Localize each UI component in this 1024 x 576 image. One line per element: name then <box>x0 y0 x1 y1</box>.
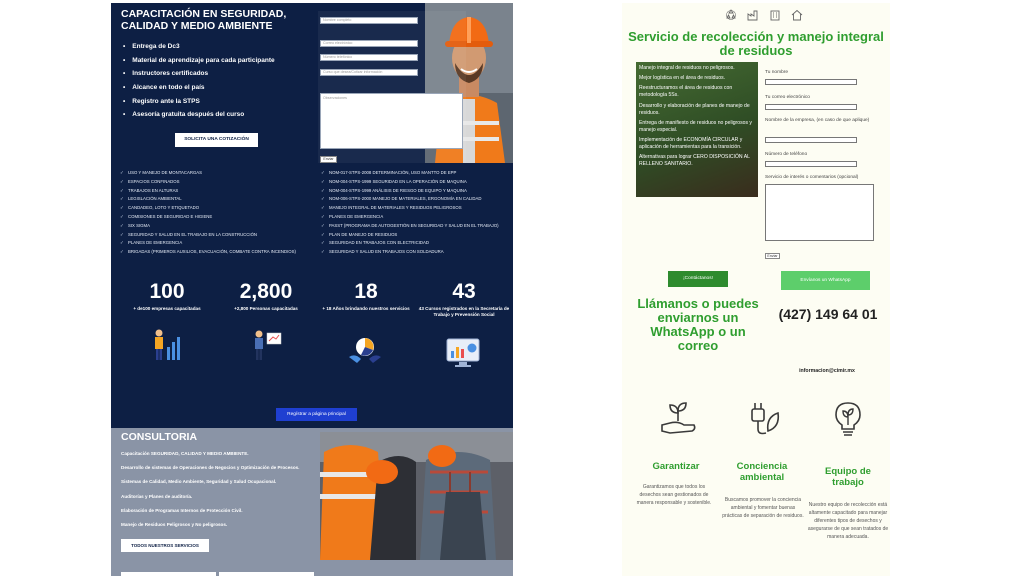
all-services-button[interactable]: TODOS NUESTROS SERVICIOS <box>121 539 209 552</box>
consulting-item: Desarrollo de sistemas de Operaciones de Negocios y Optimización de Procesos. <box>121 465 300 471</box>
course-item: ✓ SEGURIDAD Y SALUD EN EL TRABAJO EN LA CONSTRUCCIÓN <box>120 233 300 238</box>
hero-title: CAPACITACIÓN EN SEGURIDAD, CALIDAD Y MEDIO AMBIENTE <box>121 8 287 32</box>
service-item: Mejor logística en el área de residuos. <box>639 75 726 82</box>
consulting-list <box>121 451 321 536</box>
factory-icon <box>746 9 759 21</box>
phone-number[interactable]: (427) 149 64 01 <box>778 306 878 322</box>
consulting-section <box>111 428 513 576</box>
footer-input[interactable] <box>121 572 216 576</box>
course-item: ✓ NOM-004-STPS-1999 ANÁLISIS DE RIESGO DE EQUIPO Y MAQUINA <box>321 189 511 194</box>
email-input[interactable]: Correo electrónico <box>320 40 418 47</box>
recycle-icon <box>724 9 737 21</box>
stat-companies <box>117 281 217 312</box>
course-item: ✓ COMISIONES DE SEGURIDAD E HIGIENE <box>120 215 300 220</box>
feature-title: Equipo de trabajo <box>825 466 871 488</box>
email-address[interactable]: informacion@cimir.mx <box>799 368 855 374</box>
comments-textarea[interactable] <box>765 184 874 241</box>
service-item: Alternativas para lograr CERO DISPOSICIÓN AL RELLENO SANITARIO. <box>639 154 750 168</box>
request-quote-button[interactable]: SOLICITA UNA COTIZACIÓN <box>175 133 258 147</box>
course-item: ✓ PASST (PROGRAMA DE AUTOGESTIÓN EN SEGURIDAD Y SALUD EN EL TRABAJO) <box>321 224 511 229</box>
course-item: ✓ LEGISLACIÓN AMBIENTAL <box>120 197 300 202</box>
dashboard-screen-icon <box>445 337 481 371</box>
services-list <box>636 62 758 174</box>
business-people-icon <box>149 327 185 361</box>
plant-hand-icon <box>658 399 698 439</box>
courses-list-left <box>120 171 300 259</box>
company-input[interactable] <box>765 137 857 143</box>
course-item: ✓ NOM-004-STPS-1999 SEGURIDAD EN LA OPERACIÓN DE MAQUINA <box>321 180 511 185</box>
course-item: ✓ PLANES DE EMERGENCIA <box>120 241 300 246</box>
feature-description: Garantizamos que todos los desechos sean gestionados de manera responsable y sostenible. <box>636 484 712 506</box>
email-input[interactable] <box>765 104 857 110</box>
workers-photo <box>320 432 513 560</box>
stat-years <box>316 281 416 312</box>
presentation-icon <box>249 327 285 361</box>
stat-description: +2,800 Personas capacitadas <box>234 306 298 311</box>
course-item: ✓ SEGURIDAD Y SALUD EN TRABAJOS CON SOLDADURA <box>321 250 511 255</box>
footer-input[interactable] <box>219 572 314 576</box>
course-item: ✓ TRABAJOS EN ALTURAS <box>120 189 300 194</box>
waste-service-title: Servicio de recolección y manejo integral de residuos <box>628 29 884 58</box>
feature-title: Conciencia ambiental <box>736 461 788 483</box>
benefit-item: • Alcance en todo el país <box>123 84 275 91</box>
course-item: ✓ MANEJO INTEGRAL DE MATERIALES Y RESIDUOS PELIGROSOS <box>321 206 511 211</box>
stat-number: 43 <box>452 280 476 303</box>
service-interest-label: Servicio de interés o comentarios (opcional) <box>765 175 859 180</box>
benefit-item: • Registro ante la STPS <box>123 98 275 105</box>
course-item: ✓ SIX SIGMA <box>120 224 300 229</box>
training-page <box>111 3 513 576</box>
course-item: ✓ CANDADEO, LOTO Y ETIQUETADO <box>120 206 300 211</box>
consulting-item: Elaboración de Programas Internos de Protección Civil. <box>121 507 243 513</box>
waste-management-page <box>622 3 890 576</box>
phone-input[interactable] <box>765 161 857 167</box>
services-promo-card <box>636 62 758 197</box>
chart-hands-icon <box>347 333 383 367</box>
message-textarea[interactable]: Observaciones <box>320 93 463 149</box>
phone-label: Número de teléfono <box>765 152 808 157</box>
stat-number: 2,800 <box>239 280 293 303</box>
consulting-item: Capacitación SEGURIDAD, CALIDAD Y MEDIO AMBIENTE. <box>121 451 249 456</box>
feature-description: Nuestro equipo de recolección está altamente capacitado para manejar diferentes tipos de desechos y asegurarse de que sean tratados de manera adecuada. <box>807 502 889 540</box>
send-button[interactable]: Enviar <box>320 156 337 163</box>
course-item: ✓ BRIGADAS (PRIMEROS AUXILIOS, EVACUACIÓN, COMBATE CONTRA INCENDIOS) <box>120 250 300 255</box>
consulting-item: Sistemas de Calidad, Medio Ambiente, Seguridad y Salud Ocupacional. <box>121 479 277 485</box>
whatsapp-button[interactable]: Envíanos un WhatsApp <box>781 271 870 290</box>
courses-section <box>111 171 513 271</box>
plug-leaf-icon <box>744 399 784 439</box>
course-item: ✓ PLANES DE EMERGENCIA <box>321 215 511 220</box>
stat-courses <box>414 281 513 318</box>
service-item: Implementación de ECONOMÍA CIRCULAR y aplicación de herramientas para la transición. <box>639 136 743 150</box>
benefit-item: • Instructores certificados <box>123 70 275 77</box>
training-hero <box>111 3 513 163</box>
name-input[interactable]: Nombre completo <box>320 17 418 24</box>
quote-form <box>318 11 466 163</box>
email-label: Tu correo electrónico <box>765 95 810 100</box>
stat-people <box>216 281 316 312</box>
stat-description: 43 Cursos registrados en la Secretaría de Trabajo y Prevensión Social <box>418 306 510 317</box>
course-item: ✓ NOM-017-STPS-2008 DETERMINACIÓN, USO MANTTO DE EPP <box>321 171 511 176</box>
service-item: Desarrollo y elaboración de planes de manejo de residuos. <box>639 102 750 116</box>
service-item: Manejo integral de residuos no peligrosos. <box>639 65 735 71</box>
course-item: ✓ PLAN DE MANEJO DE RESIDUOS <box>321 233 511 238</box>
consulting-item: Auditorías y Planes de auditoría. <box>121 493 193 499</box>
send-button[interactable]: Enviar <box>765 253 780 259</box>
feature-description: Buscamos promover la conciencia ambiental y fomentar buenas prácticas de separación de residuos. <box>722 497 804 519</box>
hero-benefits-list <box>123 43 275 125</box>
stat-number: 100 <box>149 280 185 303</box>
name-input[interactable] <box>765 79 857 85</box>
bulb-plant-icon <box>828 399 868 439</box>
course-item: ✓ SEGURIDAD EN TRABAJOS CON ELECTRICIDAD <box>321 241 511 246</box>
eco-icons-row <box>724 9 803 21</box>
courses-list-right <box>321 171 511 259</box>
stat-description: + de100 empresas capacitadas <box>133 306 201 311</box>
benefit-item: • Material de aprendizaje para cada participante <box>123 57 275 64</box>
call-heading: Llámanos o puedes enviarnos un WhatsApp o un correo <box>637 296 759 353</box>
phone-input[interactable]: Número telefónico <box>320 54 418 61</box>
course-item: ✓ NOM-006-STPS-2000 MANEJO DE MATERIALES, ERGONOMÍA EN CALIDAD <box>321 197 511 202</box>
stat-number: 18 <box>354 280 378 303</box>
benefit-item: • Asesoría gratuita después del curso <box>123 111 275 118</box>
consulting-title: CONSULTORIA <box>121 431 198 443</box>
name-label: Tu nombre <box>765 70 789 75</box>
house-icon <box>790 9 803 21</box>
consulting-item: Manejo de Residuos Peligrosos y No peligrosos. <box>121 521 228 527</box>
service-item: Entrega de manifiesto de residuos no peligrosos y manejo especial. <box>639 119 752 133</box>
register-button[interactable]: Regístrar a página principal <box>276 408 357 421</box>
stat-description: + 18 Años brindando nuestros servicios <box>322 306 410 311</box>
contact-button[interactable]: ¡Contáctanos! <box>668 271 728 287</box>
course-item: ✓ ESPACIOS CONFINADOS <box>120 180 300 185</box>
feature-title: Garantizar <box>652 461 700 472</box>
company-label: Nombre de la empresa, (en caso de que aplique) <box>765 118 870 123</box>
course-item: ✓ USO Y MANEJO DE MONTACARGAS <box>120 171 300 176</box>
building-icon <box>768 9 781 21</box>
benefit-item: • Entrega de Dc3 <box>123 43 275 50</box>
service-item: Reestructuramos el área de residuos con metodología 5Ss. <box>639 85 733 99</box>
course-input[interactable]: Curso que desea/Cotizar información <box>320 69 418 76</box>
